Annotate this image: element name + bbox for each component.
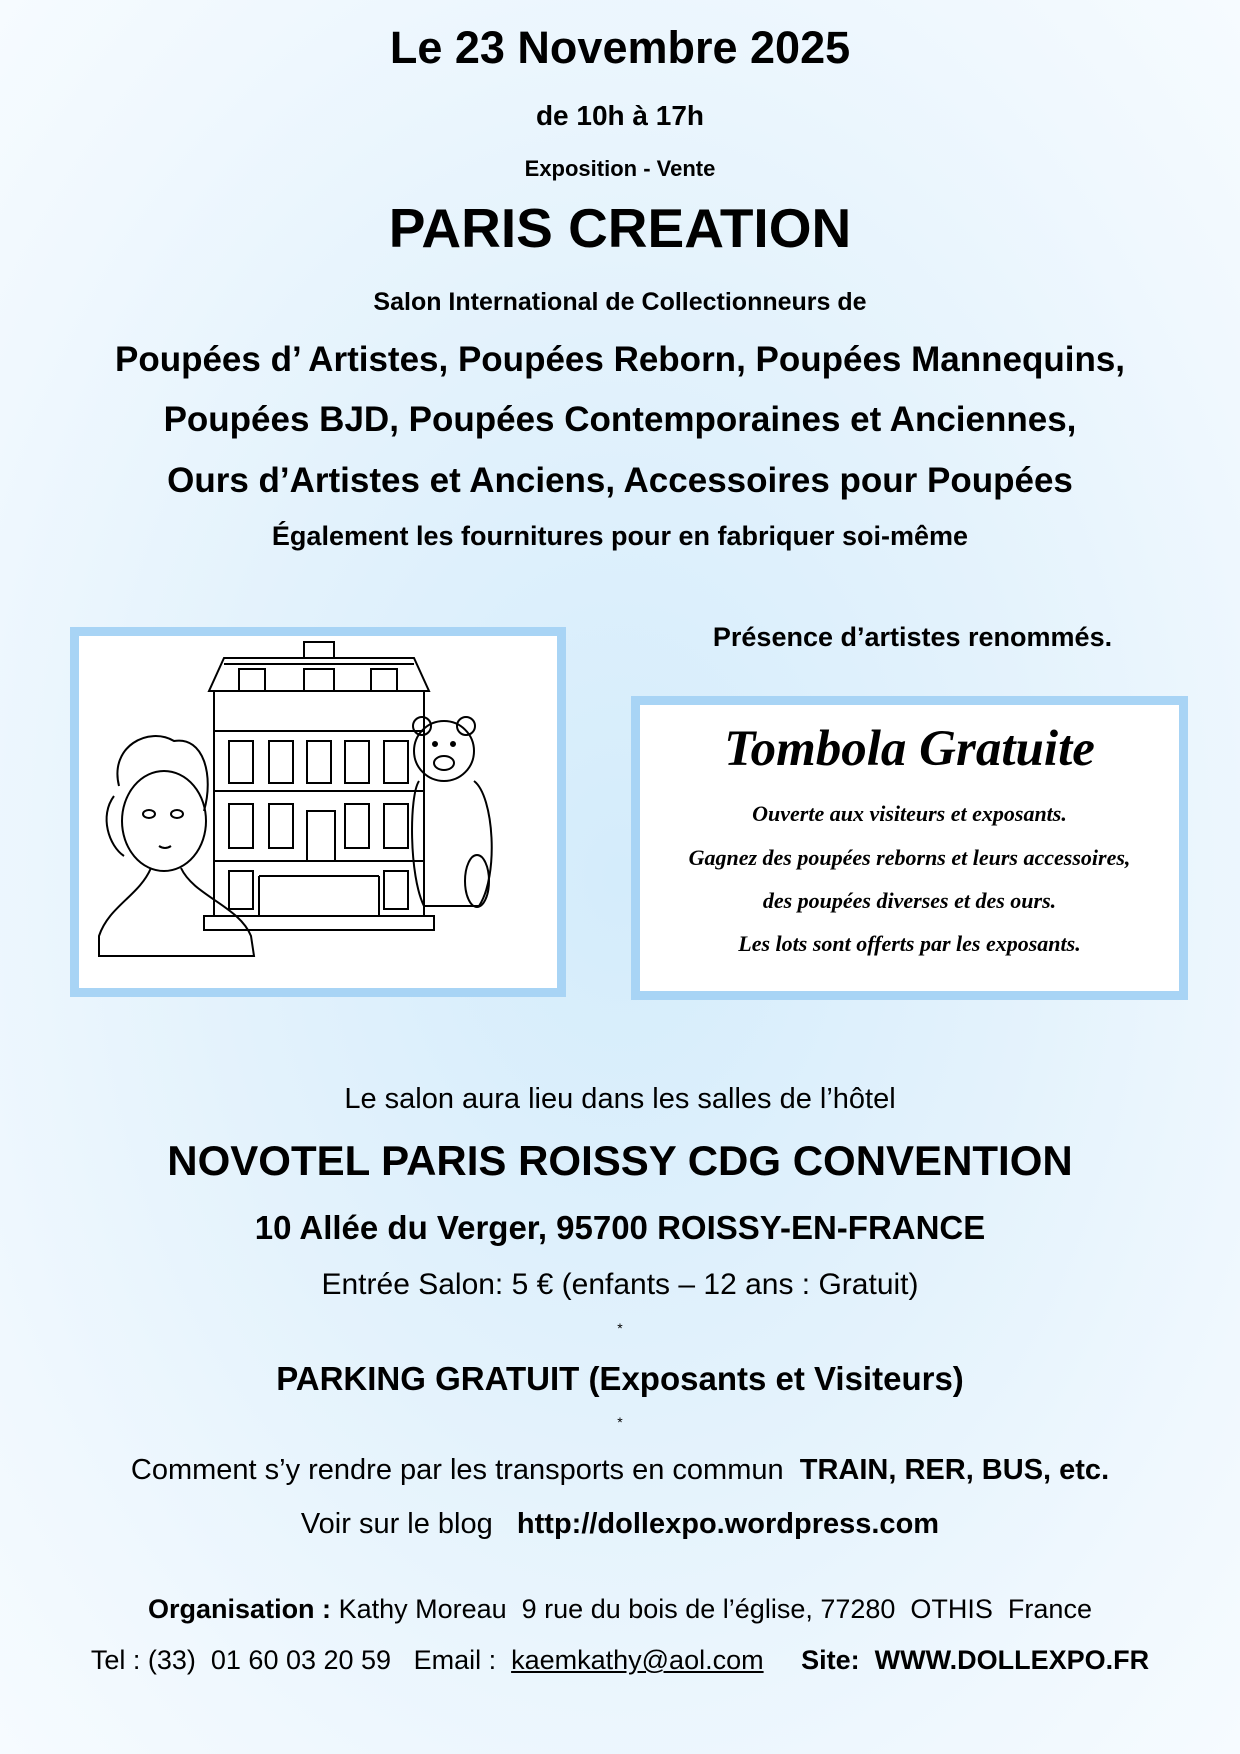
site-label: Site: [763,1645,875,1675]
event-date: Le 23 Novembre 2025 [389,22,851,73]
event-name: PARIS CREATION [388,197,852,259]
transport-info [0,1454,1240,1487]
transport-modes: TRAIN, RER, BUS, etc. [799,1454,1110,1486]
site-link[interactable]: WWW.DOLLEXPO.FR [874,1645,1150,1675]
organisation-info [0,1594,1240,1625]
blog-text: Voir sur le blog [300,1508,517,1540]
separator-star: * [617,1414,623,1430]
salon-description: Salon International de Collectionneurs de [373,288,867,316]
tombola-line: Les lots sont offerts par les exposants. [738,931,1081,956]
tombola-title: Tombola Gratuite [724,721,1095,777]
separator-star: * [617,1320,623,1336]
blog-link[interactable]: http://dollexpo.wordpress.com [516,1508,940,1540]
category-line-2: Poupées BJD, Poupées Contemporaines et Anciennes, [163,400,1077,439]
entry-price: Entrée Salon: 5 € (enfants – 12 ans : Gratuit) [321,1268,919,1301]
hotel-address: 10 Allée du Verger, 95700 ROISSY-EN-FRANCE [254,1209,986,1246]
blog-info [0,1508,1240,1541]
organisation-label: Organisation : [148,1594,339,1624]
transport-text: Comment s’y rendre par les transports en commun [130,1454,800,1486]
email-link[interactable]: kaemkathy@aol.com [511,1645,764,1675]
artists-presence-note: Présence d’artistes renommés. [712,622,1113,652]
category-line-3: Ours d’Artistes et Anciens, Accessoires pour Poupées [167,461,1073,500]
category-line-1: Poupées d’ Artistes, Poupées Reborn, Poupées Mannequins, [114,340,1126,379]
tombola-line: des poupées diverses et des ours. [762,888,1057,913]
dollhouse-illustration [79,636,557,988]
organisation-text: Kathy Moreau 9 rue du bois de l’église, 77280 OTHIS France [338,1594,1092,1624]
hotel-name: NOVOTEL PARIS ROISSY CDG CONVENTION [167,1137,1073,1184]
event-hours: de 10h à 17h [535,100,705,131]
phone-text: Tel : (33) 01 60 03 20 59 Email : [90,1645,512,1675]
event-type: Exposition - Vente [524,156,716,181]
contact-line [0,1645,1240,1676]
supplies-note: Également les fournitures pour en fabriquer soi-même [271,521,969,551]
parking-info: PARKING GRATUIT (Exposants et Visiteurs) [276,1360,964,1397]
tombola-line: Gagnez des poupées reborns et leurs accessoires, [688,845,1131,870]
tombola-box [631,696,1188,1000]
tombola-line: Ouverte aux visiteurs et exposants. [752,801,1067,826]
dollhouse-illustration-frame [70,627,566,997]
venue-intro: Le salon aura lieu dans les salles de l’hôtel [344,1083,896,1115]
